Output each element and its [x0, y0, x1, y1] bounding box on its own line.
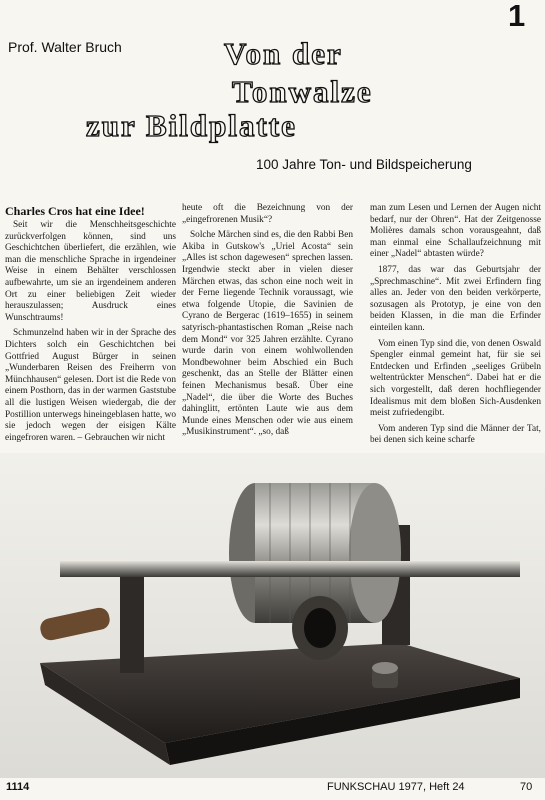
author-name: Prof. Walter Bruch: [8, 39, 122, 55]
footer-page-right: 70: [520, 781, 533, 793]
paragraph: man zum Lesen und Lernen der Augen nicht bedarf, nur der Ohren“. Hat der Zeitgenosse Molières damals schon vorausgeahnt, daß man einmal eine Schallaufzeichnung mit einer „Nadel“ abtasten würde?: [370, 203, 541, 260]
text-column-1: [5, 220, 176, 448]
paragraph: heute oft die Bezeichnung von der „eingefrorenen Musik“?: [182, 203, 353, 225]
paragraph: Seit wir die Menschheitsgeschichte zurückverfolgen können, sind uns Geschichtchen überliefert, die erzählen, wie man die menschliche Sprache in irgendeiner Weise in einem Behälter verschlossen aufbewahrte, um sie an irgendeinem anderen Ort zu einer beliebigen Zeit wieder herauszulassen; Ausdruck eines Wunschtraums!: [5, 220, 176, 323]
article-subtitle: 100 Jahre Ton- und Bildspeicherung: [256, 157, 472, 172]
text-column-2: [182, 203, 353, 443]
paragraph: Solche Märchen sind es, die den Rabbi Ben Akiba in Gutskow's „Uriel Acosta“ sein „Alles ist schon dagewesen“ sprechen lassen. Irgendwie steckt aber in vielen dieser Märchen etwas, das schon eine noch weit in der Ferne liegende Technik voraussagt, wie etwa folgende Utopie, die Savinien de Cyrano de Bergerac (1619–1655) in seinem satyrisch-phantastischen Roman „Reise nach dem Mond“ vor 325 Jahren erzählte. Cyrano wurde darin von einem wohlwollenden Mondbewohner beim Abschied ein Buch geschenkt, das an Stelle der Blätter einen feinen Mechanismus besaß. Über eine „Nadel“, die über die Worte des Buches dahinglitt, ertönten Laute wie aus dem Munde eines Menschen oder wie aus einem „Musikinstrument“. „so, daß: [182, 230, 353, 438]
article-title-line-2: Tonwalze: [232, 74, 373, 109]
paragraph: 1877, das war das Geburtsjahr der „Sprechmaschine“. Mit zwei Erfindern fing alles an. Jeder von den beiden verkörperte, sozusagen als Prototyp, je eine von den beiden Klassen, in die man die Erfinder einteilen kann.: [370, 264, 541, 333]
paragraph: Vom anderen Typ sind die Männer der Tat, bei denen sich keine scharfe: [370, 423, 541, 446]
paragraph: Schmunzelnd haben wir in der Sprache des Dichters solch ein Geschichtchen bei Gottfried August Bürger in seinen „Wunderbaren Reisen des Freiherrn von Münchhausen“ gelesen. Dort ist die Rede von einem Posthorn, das in der warmen Gaststube all die lustigen Weisen wiedergab, die der Postillion unterwegs hineingeblasen hatte, wo sie jedoch wegen der eisigen Kälte eingefroren waren. – Gebrauchen wir nicht: [5, 328, 176, 443]
paragraph: Vom einen Typ sind die, von denen Oswald Spengler einmal gemeint hat, für sie sei Entdecken und Erfinden „seeliges Grübeln weltentrückter Menschen“. Dabei hat er die sich vorgestellt, daß deren hochfliegender Idealismus mit dem bloßen Sich-Ausdenken meist zufriedengibt.: [370, 338, 541, 419]
chapter-number: 1: [508, 0, 526, 33]
footer-page-left: 1114: [6, 781, 30, 793]
article-title-line-3: zur Bildplatte: [86, 108, 297, 143]
phonograph-photo: [0, 453, 545, 778]
section-heading: Charles Cros hat eine Idee!: [5, 204, 145, 218]
text-column-3: [370, 203, 541, 451]
article-title-line-1: Von der: [224, 36, 343, 71]
footer-magazine: FUNKSCHAU 1977, Heft 24: [327, 781, 465, 793]
